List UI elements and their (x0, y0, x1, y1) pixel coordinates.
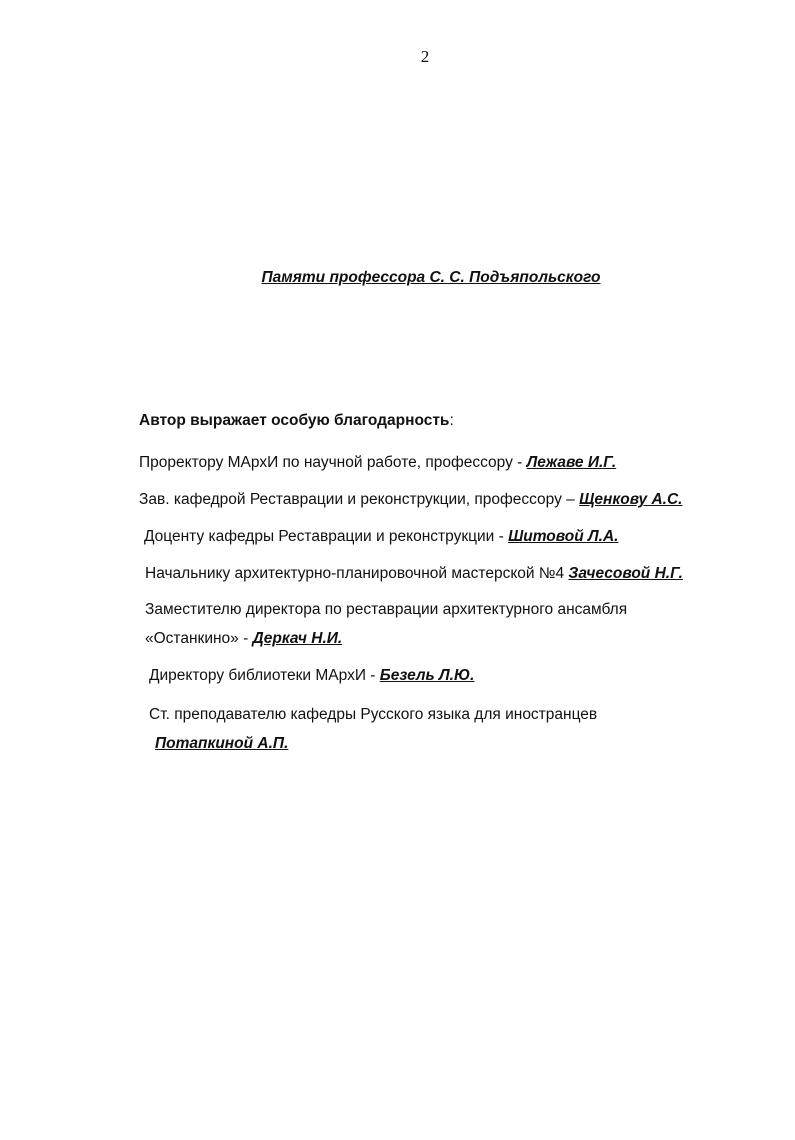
acknowledgement-name: Шитовой Л.А. (508, 528, 619, 545)
acknowledgement-name: Деркач Н.И. (252, 630, 343, 647)
acknowledgement-name: Безель Л.Ю. (379, 667, 475, 684)
acknowledgements-heading (139, 412, 454, 430)
acknowledgement-role: Доценту кафедры Реставрации и реконструкции - (144, 528, 509, 545)
acknowledgement-role: Ст. преподавателю кафедры Русского языка для иностранцев (149, 706, 598, 723)
acknowledgement-7-continued (155, 734, 288, 754)
acknowledgement-4 (145, 564, 683, 584)
acknowledgement-5 (145, 600, 627, 620)
acknowledgements-heading-text: Автор выражает особую благодарность (139, 412, 450, 429)
acknowledgement-6 (149, 666, 474, 686)
acknowledgement-role: Заместителю директора по реставрации архитектурного ансамбля (145, 601, 628, 618)
acknowledgement-role-continued: «Останкино» - (145, 630, 253, 647)
acknowledgement-name: Лежаве И.Г. (526, 454, 617, 471)
acknowledgement-5-continued (145, 629, 342, 649)
acknowledgement-2 (139, 490, 682, 510)
dedication-title: Памяти профессора С. С. Подъяпольского (261, 269, 601, 286)
acknowledgement-role: Директору библиотеки МАрхИ - (149, 667, 380, 684)
acknowledgement-name: Потапкиной А.П. (155, 735, 289, 752)
acknowledgement-role: Начальнику архитектурно-планировочной мастерской №4 (145, 565, 569, 582)
acknowledgement-role: Проректору МАрхИ по научной работе, профессору - (139, 454, 527, 471)
page-number: 2 (420, 47, 430, 66)
acknowledgement-name: Зачесовой Н.Г. (568, 565, 683, 582)
acknowledgement-name: Щенкову А.С. (579, 491, 683, 508)
acknowledgement-1 (139, 453, 616, 473)
acknowledgement-7 (149, 705, 597, 725)
acknowledgements-heading-colon: : (449, 412, 454, 429)
acknowledgement-3 (144, 527, 618, 547)
acknowledgement-role: Зав. кафедрой Реставрации и реконструкции, профессору – (139, 491, 580, 508)
